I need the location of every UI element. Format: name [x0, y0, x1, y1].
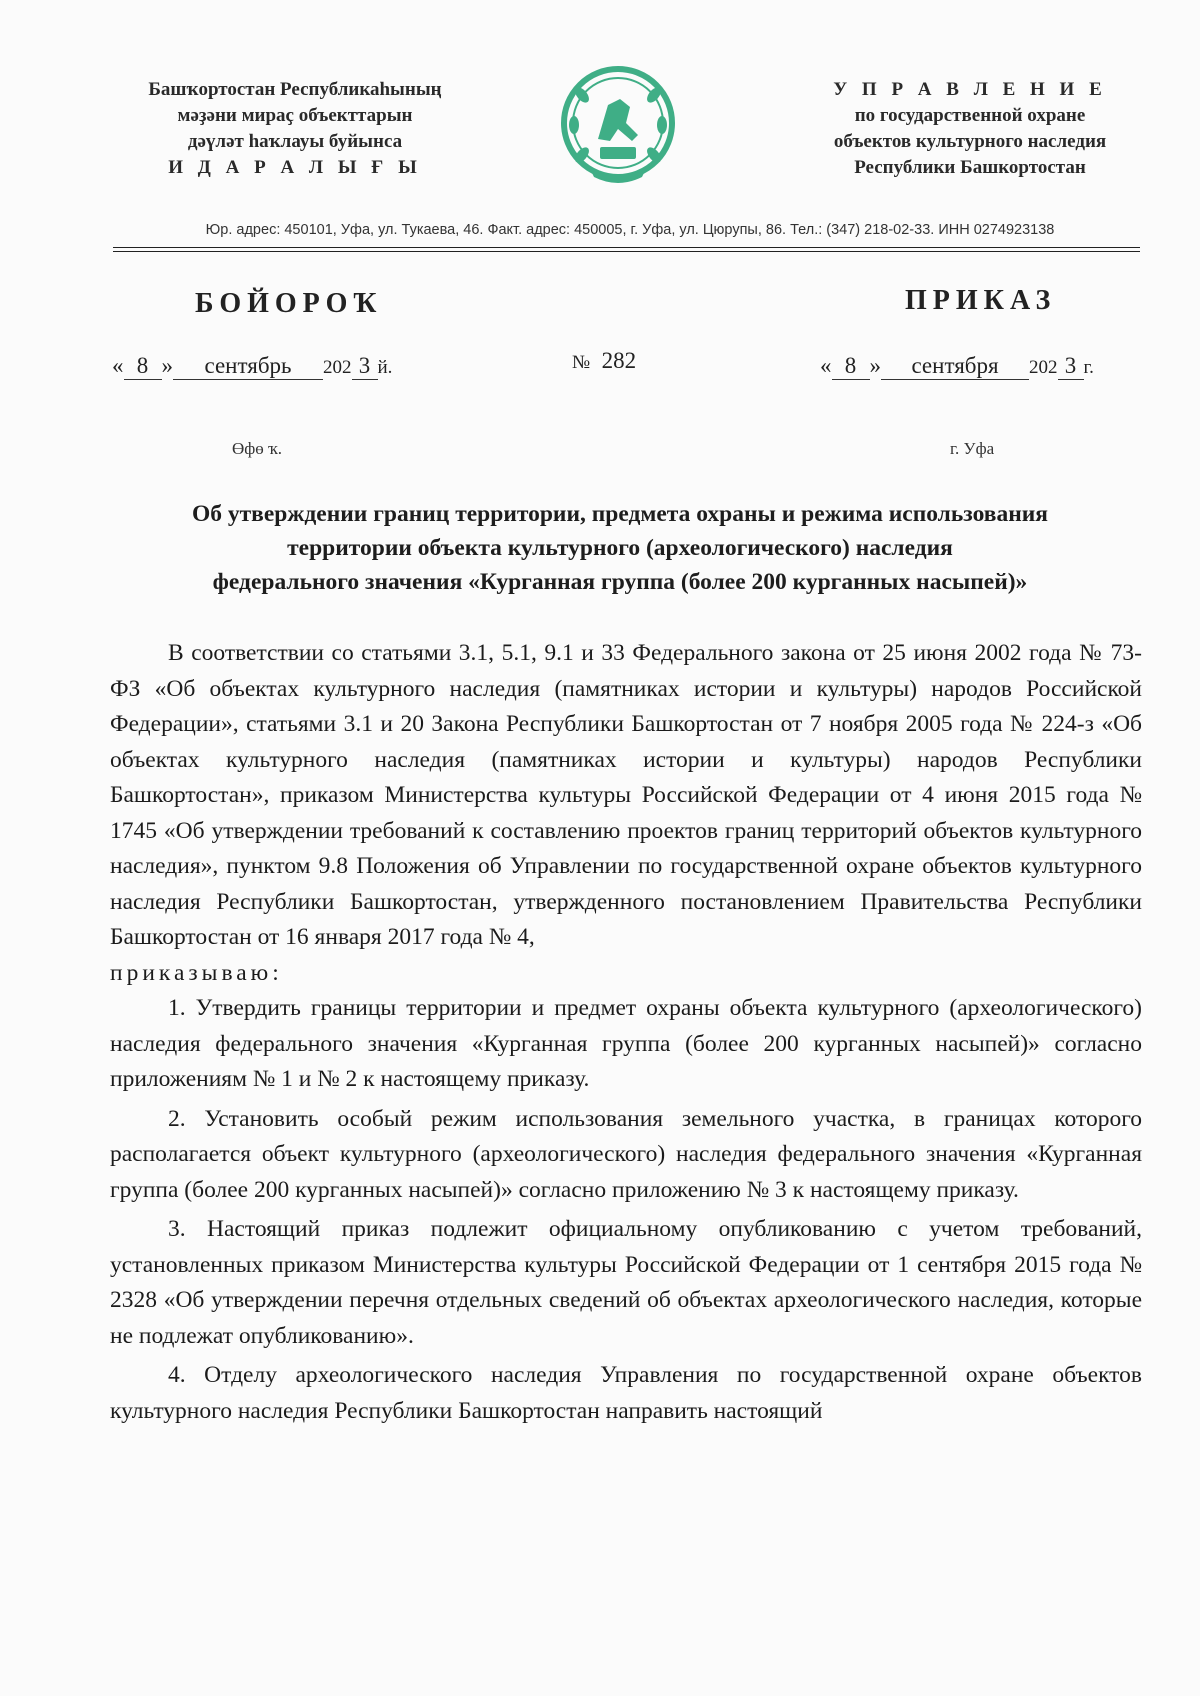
order-word: приказываю: — [110, 959, 283, 986]
bashkortostan-coat-of-arms-icon — [560, 65, 676, 187]
title-line: Об утверждении границ территории, предмета охраны и режима использования — [191, 501, 1048, 527]
decree-body — [110, 636, 1142, 1429]
decree-date-bashkir: « 8 » сентябрь 202 3 й. — [112, 353, 393, 378]
issuer-bashkir-line: И Д А Р А Л Ы Ғ Ы — [168, 157, 422, 178]
decree-date-russian: « 8 » сентября 202 3 г. — [820, 353, 1094, 378]
title-line: территории объекта культурного (археологического) наследия — [287, 535, 953, 561]
issuer-russian-line: по государственной охране — [854, 105, 1086, 126]
issuer-russian-line: У П Р А В Л Е Н И Е — [833, 79, 1107, 100]
date-year-digit: 3 — [352, 353, 378, 380]
issuer-name-bashkir — [95, 77, 495, 181]
issuer-russian-line: объектов культурного наследия — [833, 131, 1107, 152]
city-bashkir: Өфө ҡ. — [232, 439, 283, 458]
issuer-name-russian — [770, 77, 1170, 181]
decree-title-russian: ПРИКАЗ — [905, 285, 1057, 316]
date-year-digit: 3 — [1058, 353, 1084, 380]
preamble-paragraph: В соответствии со статьями 3.1, 5.1, 9.1 и 33 Федерального закона от 25 июня 2002 года № 73-ФЗ «Об объектах культурного наследия (памятниках истории и культуры) народов Российской Федерации», статьями 3.1 и 20 Закона Республики Башкортостан от 7 ноября 2005 года № 224-з «Об объектах культурного наследия (памятниках истории и культуры) народов Республики Башкортостан», приказом Министерства культуры Российской Федерации от 4 июня 2015 года № 1745 «Об утверждении требований к составлению проектов границ территорий объектов культурного наследия», пунктом 9.8 Положения об Управлении по государственной охране объектов культурного наследия Республики Башкортостан, утвержденного постановлением Правительства Республики Башкортостан от 16 января 2017 года № 4, — [110, 640, 1142, 950]
date-month: сентября — [881, 353, 1029, 380]
city-russian: г. Уфа — [950, 439, 995, 458]
header-divider — [113, 251, 1140, 252]
date-day: 8 — [832, 353, 870, 380]
decree-subject-title — [110, 497, 1130, 599]
date-day: 8 — [124, 353, 162, 380]
decree-number: № 282 — [572, 348, 637, 373]
decree-title-bashkir: БОЙОРОҠ — [195, 288, 383, 319]
header-divider — [113, 247, 1140, 248]
title-line: федерального значения «Курганная группа (более 200 курганных насыпей)» — [212, 569, 1028, 595]
issuer-russian-line: Республики Башкортостан — [854, 157, 1086, 178]
legal-address: Юр. адрес: 450101, Уфа, ул. Тукаева, 46. Факт. адрес: 450005, г. Уфа, ул. Цюрупы, 86. Тел.: (347) 218-02-33. ИНН 0274923138 — [205, 222, 1055, 238]
order-item-3: 3. Настоящий приказ подлежит официальному опубликованию с учетом требований, установленных приказом Министерства культуры Российской Федерации от 1 сентября 2015 года № 2328 «Об утверждении перечня отдельных сведений об объектах археологического наследия, которые не подлежат опубликованию». — [110, 1216, 1142, 1349]
order-item-2: 2. Установить особый режим использования земельного участка, в границах которого располагается объект культурного (археологического) наследия федерального значения «Курганная группа (более 200 курганных насыпей)» согласно приложению № 3 к настоящему приказу. — [110, 1105, 1142, 1203]
order-item-1: 1. Утвердить границы территории и предмет охраны объекта культурного (археологического) наследия федерального значения «Курганная группа (более 200 курганных насыпей)» согласно приложениям № 1 и № 2 к настоящему приказу. — [110, 995, 1142, 1092]
issuer-bashkir-line: мәҙәни мираҫ объекттарын — [177, 105, 413, 126]
issuer-bashkir-line: Башҡортостан Республикаһының — [148, 79, 442, 100]
issuer-bashkir-line: дәүләт һаҡлауы буйынса — [187, 131, 403, 152]
date-month: сентябрь — [173, 353, 323, 380]
order-item-4: 4. Отделу археологического наследия Управления по государственной охране объектов культурного наследия Республики Башкортостан направить настоящий — [110, 1362, 1142, 1424]
